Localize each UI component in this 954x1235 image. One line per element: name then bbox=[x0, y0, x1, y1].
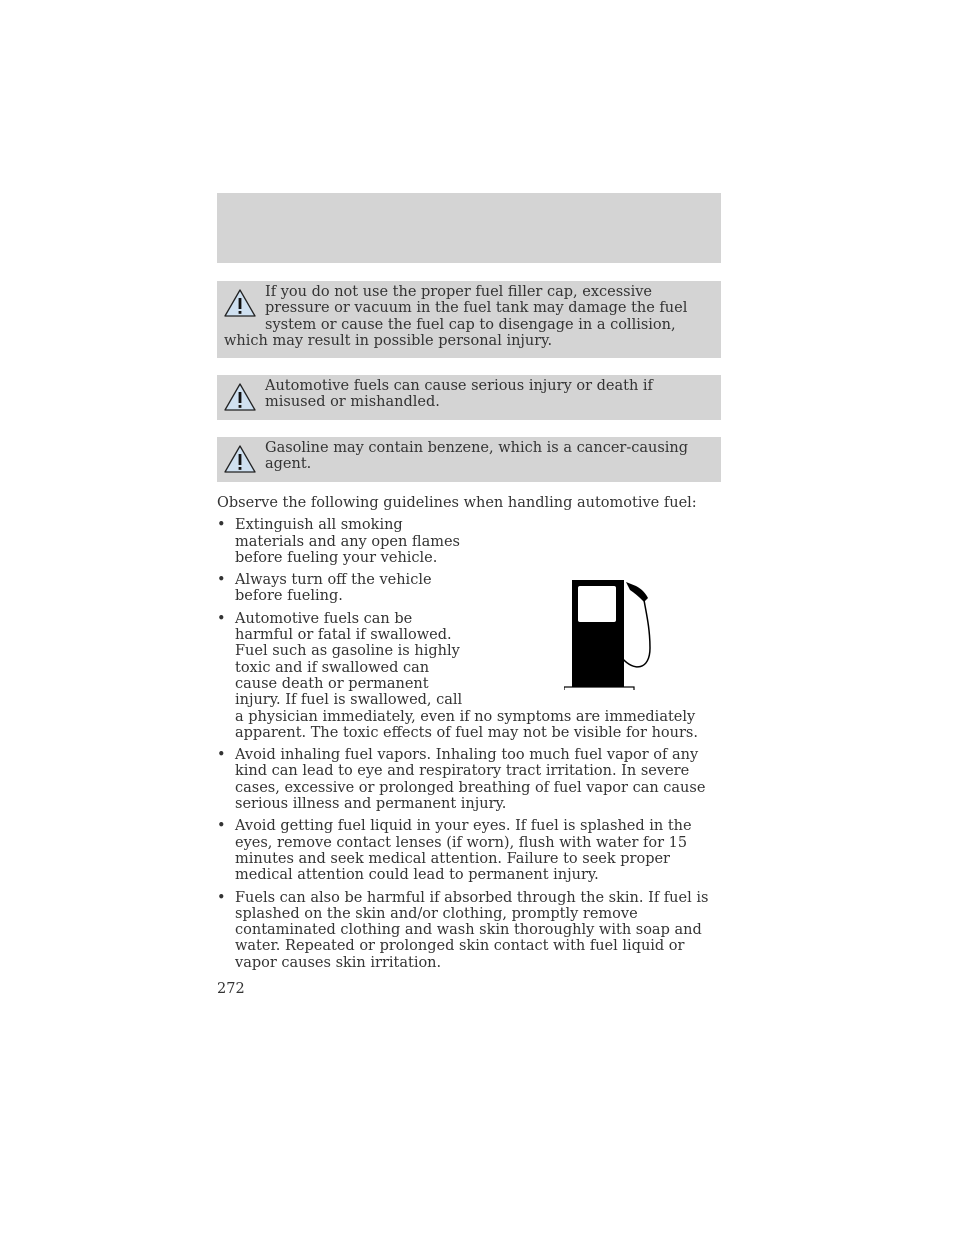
bullet-icon: • bbox=[217, 572, 226, 589]
guidelines-list bbox=[217, 517, 721, 971]
list-item bbox=[217, 611, 721, 741]
bullet-icon: • bbox=[217, 517, 226, 534]
bullet-icon: • bbox=[217, 889, 226, 906]
list-item bbox=[217, 517, 721, 566]
warning-box-fuel-cap bbox=[217, 281, 721, 358]
intro-text: Observe the following guidelines when handling automotive fuel: bbox=[217, 495, 697, 511]
list-item-text: Always turn off the vehicle before fueling. bbox=[235, 572, 432, 605]
list-item-text: Avoid inhaling fuel vapors. Inhaling too much fuel vapor of any kind can lead to eye and respiratory tract irritation. In severe cases, excessive or prolonged breathing of fuel vapor can cause serious illness and permanent injury. bbox=[235, 747, 706, 813]
warning-text: Gasoline may contain benzene, which is a cancer-causing agent. bbox=[265, 440, 689, 473]
warning-box-fuel-misuse bbox=[217, 375, 721, 420]
list-item-text: Avoid getting fuel liquid in your eyes. If fuel is splashed in the eyes, remove contact lenses (if worn), flush with water for 15 minutes and seek medical attention. Failure to seek proper medical attention could lead to permanent injury. bbox=[235, 818, 692, 884]
warning-triangle-icon bbox=[223, 288, 257, 318]
section-header-band bbox=[217, 193, 721, 263]
bullet-icon: • bbox=[217, 610, 226, 627]
fuel-guidelines-section bbox=[217, 495, 721, 977]
warning-text: Automotive fuels can cause serious injury or death if misused or mishandled. bbox=[265, 378, 653, 411]
warning-text: If you do not use the proper fuel filler cap, excessive pressure or vacuum in the fuel tank may damage the fuel system or cause the fuel cap to disengage in a collision, which may result in possible personal injury. bbox=[224, 284, 688, 349]
list-item bbox=[217, 747, 721, 812]
list-item-text: Fuels can also be harmful if absorbed through the skin. If fuel is splashed on the skin and/or clothing, promptly remove contaminated clothing and wash skin thoroughly with soap and water. Repeated or prolonged skin contact with fuel liquid or vapor causes skin irritation. bbox=[235, 889, 709, 971]
list-item bbox=[217, 890, 721, 971]
warning-triangle-icon bbox=[223, 444, 257, 474]
warning-box-benzene bbox=[217, 437, 721, 482]
bullet-icon: • bbox=[217, 747, 226, 764]
bullet-icon: • bbox=[217, 818, 226, 835]
warning-triangle-icon bbox=[223, 382, 257, 412]
list-item bbox=[217, 572, 721, 605]
list-item-text: Automotive fuels can be harmful or fatal if swallowed. Fuel such as gasoline is highly toxic and if swallowed can cause death or permanent injury. If fuel is swallowed, call a physician immediately, even if no symptoms are immediately apparent. The toxic effects of fuel may not be visible for hours. bbox=[235, 610, 698, 741]
list-item-text: Extinguish all smoking materials and any open flames before fueling your vehicle. bbox=[235, 517, 460, 566]
list-item bbox=[217, 818, 721, 883]
page-number: 272 bbox=[217, 981, 245, 997]
